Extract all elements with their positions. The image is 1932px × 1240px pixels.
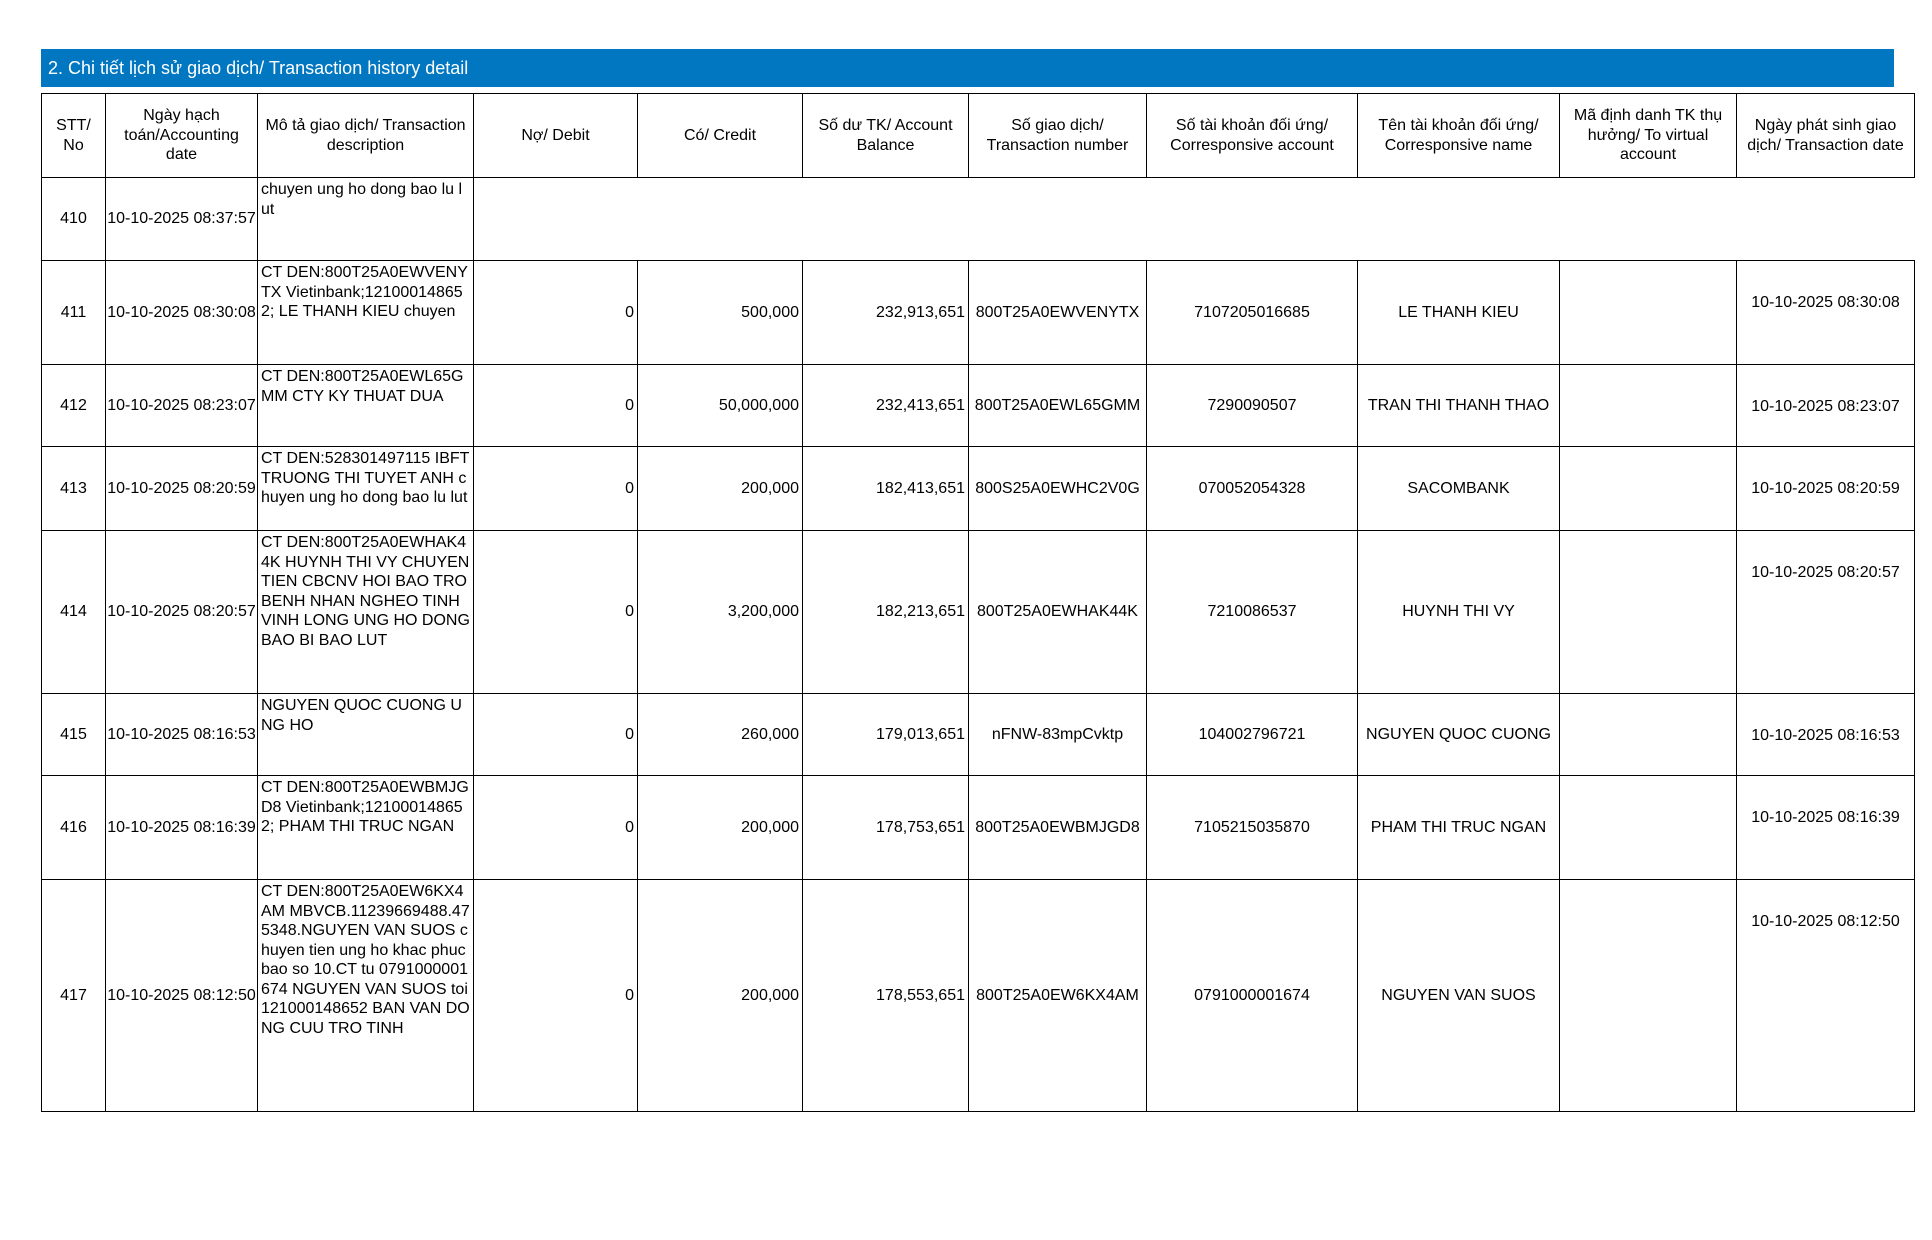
row-416-accounting-date: 10-10-2025 08:16:39 xyxy=(105,775,258,880)
row-415-balance: 179,013,651 xyxy=(802,693,969,776)
row-413-corresponsive-name: SACOMBANK xyxy=(1357,446,1560,531)
row-416-balance: 178,753,651 xyxy=(802,775,969,880)
row-413-description: CT DEN:528301497115 IBFT TRUONG THI TUYET ANH chuyen ung ho dong bao lu lut xyxy=(257,446,474,531)
row-416-transaction-number: 800T25A0EWBMJGD8 xyxy=(968,775,1147,880)
row-415-virtual-account xyxy=(1559,693,1737,776)
header-debit: Nợ/ Debit xyxy=(473,93,638,178)
row-413-debit: 0 xyxy=(473,446,638,531)
row-411-debit: 0 xyxy=(473,260,638,365)
row-413-stt: 413 xyxy=(41,446,106,531)
header-description: Mô tả giao dịch/ Transaction description xyxy=(257,93,474,178)
row-414-description: CT DEN:800T25A0EWHAK44K HUYNH THI VY CHUYEN TIEN CBCNV HOI BAO TRO BENH NHAN NGHEO TINH VINH LONG UNG HO DONG BAO BI BAO LUT xyxy=(257,530,474,694)
row-412-corresponsive-name: TRAN THI THANH THAO xyxy=(1357,364,1560,447)
row-411-corresponsive-account: 7107205016685 xyxy=(1146,260,1358,365)
row-414-balance: 182,213,651 xyxy=(802,530,969,694)
row-412-debit: 0 xyxy=(473,364,638,447)
row-412-credit: 50,000,000 xyxy=(637,364,803,447)
row-415-credit: 260,000 xyxy=(637,693,803,776)
row-417-transaction-number: 800T25A0EW6KX4AM xyxy=(968,879,1147,1112)
row-414-stt: 414 xyxy=(41,530,106,694)
header-transaction-number: Số giao dịch/ Transaction number xyxy=(968,93,1147,178)
row-414-corresponsive-name: HUYNH THI VY xyxy=(1357,530,1560,694)
header-accounting-date: Ngày hạch toán/Accounting date xyxy=(105,93,258,178)
row-413-transaction-date: 10-10-2025 08:20:59 xyxy=(1736,446,1915,531)
row-417-description: CT DEN:800T25A0EW6KX4AM MBVCB.11239669488.475348.NGUYEN VAN SUOS chuyen tien ung ho khac phuc bao so 10.CT tu 0791000001674 NGUYEN VAN SUOS toi 121000148652 BAN VAN DONG CUU TRO TINH xyxy=(257,879,474,1112)
row-417-balance: 178,553,651 xyxy=(802,879,969,1112)
row-410-description: chuyen ung ho dong bao lu lut xyxy=(257,177,474,261)
row-417-accounting-date: 10-10-2025 08:12:50 xyxy=(105,879,258,1112)
row-415-accounting-date: 10-10-2025 08:16:53 xyxy=(105,693,258,776)
row-415-transaction-date: 10-10-2025 08:16:53 xyxy=(1736,693,1915,776)
row-412-virtual-account xyxy=(1559,364,1737,447)
row-411-description: CT DEN:800T25A0EWVENYTX Vietinbank;121000148652; LE THANH KIEU chuyen xyxy=(257,260,474,365)
header-credit: Có/ Credit xyxy=(637,93,803,178)
row-413-balance: 182,413,651 xyxy=(802,446,969,531)
row-414-debit: 0 xyxy=(473,530,638,694)
row-411-credit: 500,000 xyxy=(637,260,803,365)
row-417-corresponsive-account: 0791000001674 xyxy=(1146,879,1358,1112)
row-411-transaction-number: 800T25A0EWVENYTX xyxy=(968,260,1147,365)
row-410-stt: 410 xyxy=(41,177,106,261)
header-transaction-date: Ngày phát sinh giao dịch/ Transaction date xyxy=(1736,93,1915,178)
section-title: 2. Chi tiết lịch sử giao dịch/ Transaction history detail xyxy=(41,49,1894,87)
row-411-accounting-date: 10-10-2025 08:30:08 xyxy=(105,260,258,365)
row-416-credit: 200,000 xyxy=(637,775,803,880)
row-412-accounting-date: 10-10-2025 08:23:07 xyxy=(105,364,258,447)
row-417-credit: 200,000 xyxy=(637,879,803,1112)
row-415-debit: 0 xyxy=(473,693,638,776)
row-416-transaction-date: 10-10-2025 08:16:39 xyxy=(1736,775,1915,880)
row-410-accounting-date: 10-10-2025 08:37:57 xyxy=(105,177,258,261)
row-411-stt: 411 xyxy=(41,260,106,365)
row-412-balance: 232,413,651 xyxy=(802,364,969,447)
row-417-debit: 0 xyxy=(473,879,638,1112)
row-411-balance: 232,913,651 xyxy=(802,260,969,365)
row-414-transaction-date: 10-10-2025 08:20:57 xyxy=(1736,530,1915,694)
row-414-corresponsive-account: 7210086537 xyxy=(1146,530,1358,694)
row-417-corresponsive-name: NGUYEN VAN SUOS xyxy=(1357,879,1560,1112)
row-412-transaction-number: 800T25A0EWL65GMM xyxy=(968,364,1147,447)
row-416-stt: 416 xyxy=(41,775,106,880)
row-412-stt: 412 xyxy=(41,364,106,447)
row-415-description: NGUYEN QUOC CUONG UNG HO xyxy=(257,693,474,776)
row-417-stt: 417 xyxy=(41,879,106,1112)
row-411-virtual-account xyxy=(1559,260,1737,365)
row-416-corresponsive-account: 7105215035870 xyxy=(1146,775,1358,880)
row-412-transaction-date: 10-10-2025 08:23:07 xyxy=(1736,364,1915,447)
row-416-virtual-account xyxy=(1559,775,1737,880)
header-balance: Số dư TK/ Account Balance xyxy=(802,93,969,178)
row-414-transaction-number: 800T25A0EWHAK44K xyxy=(968,530,1147,694)
row-415-transaction-number: nFNW-83mpCvktp xyxy=(968,693,1147,776)
row-413-corresponsive-account: 070052054328 xyxy=(1146,446,1358,531)
header-corresponsive-name: Tên tài khoản đối ứng/ Corresponsive name xyxy=(1357,93,1560,178)
row-417-virtual-account xyxy=(1559,879,1737,1112)
row-414-virtual-account xyxy=(1559,530,1737,694)
row-413-virtual-account xyxy=(1559,446,1737,531)
header-corresponsive-account: Số tài khoản đối ứng/ Corresponsive account xyxy=(1146,93,1358,178)
row-416-debit: 0 xyxy=(473,775,638,880)
row-415-stt: 415 xyxy=(41,693,106,776)
row-414-credit: 3,200,000 xyxy=(637,530,803,694)
row-415-corresponsive-name: NGUYEN QUOC CUONG xyxy=(1357,693,1560,776)
row-411-corresponsive-name: LE THANH KIEU xyxy=(1357,260,1560,365)
row-413-accounting-date: 10-10-2025 08:20:59 xyxy=(105,446,258,531)
row-415-corresponsive-account: 104002796721 xyxy=(1146,693,1358,776)
header-stt: STT/ No xyxy=(41,93,106,178)
row-413-transaction-number: 800S25A0EWHC2V0G xyxy=(968,446,1147,531)
header-virtual-account: Mã định danh TK thụ hưởng/ To virtual account xyxy=(1559,93,1737,178)
row-412-description: CT DEN:800T25A0EWL65GMM CTY KY THUAT DUA xyxy=(257,364,474,447)
row-413-credit: 200,000 xyxy=(637,446,803,531)
row-416-description: CT DEN:800T25A0EWBMJGD8 Vietinbank;121000148652; PHAM THI TRUC NGAN xyxy=(257,775,474,880)
row-411-transaction-date: 10-10-2025 08:30:08 xyxy=(1736,260,1915,365)
row-414-accounting-date: 10-10-2025 08:20:57 xyxy=(105,530,258,694)
row-416-corresponsive-name: PHAM THI TRUC NGAN xyxy=(1357,775,1560,880)
row-417-transaction-date: 10-10-2025 08:12:50 xyxy=(1736,879,1915,1112)
row-412-corresponsive-account: 7290090507 xyxy=(1146,364,1358,447)
